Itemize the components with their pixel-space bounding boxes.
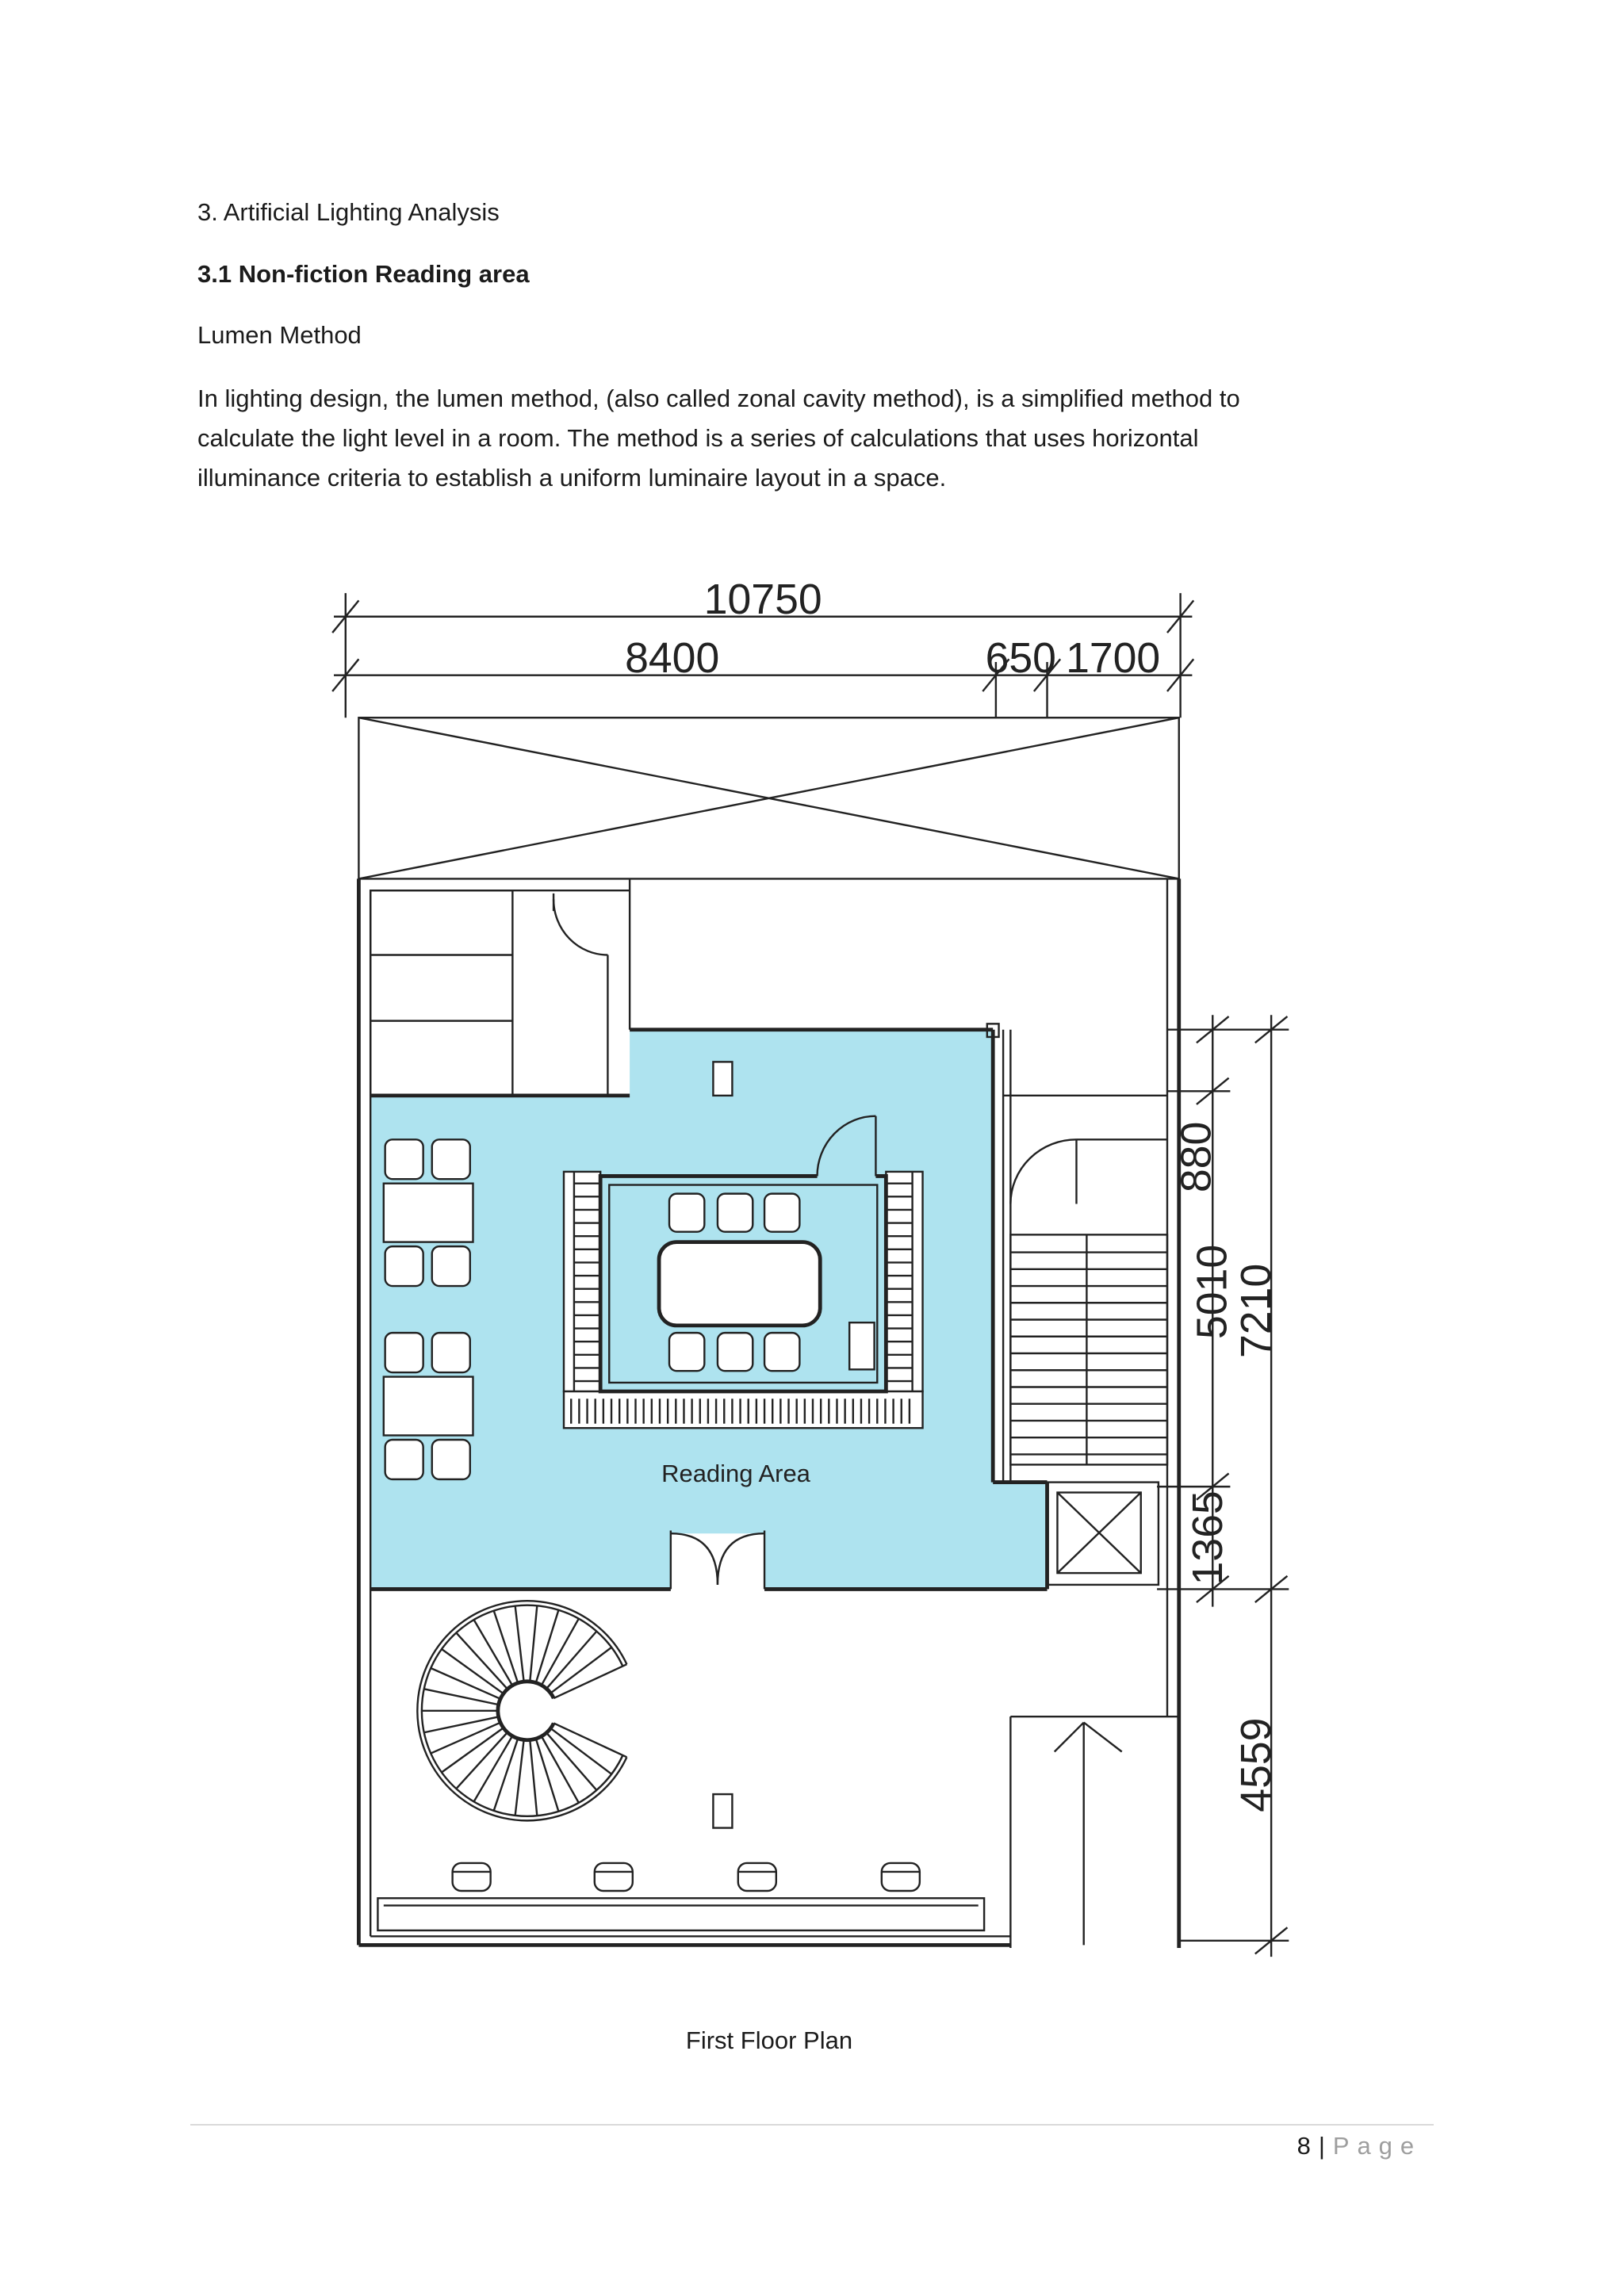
chair <box>432 1139 470 1179</box>
stool <box>595 1863 633 1891</box>
spiral-stair-tread <box>546 1632 596 1689</box>
reading-area-label: Reading Area <box>661 1460 810 1487</box>
first-floor-plan-drawing <box>315 557 1311 1977</box>
chair <box>385 1333 423 1372</box>
page-number: 8 <box>1297 2132 1311 2160</box>
dimension-label: 5010 <box>1189 1244 1236 1339</box>
counter-area <box>377 1863 984 1931</box>
reading-table <box>384 1377 473 1436</box>
spiral-staircase <box>417 1601 626 1820</box>
dimension-label: 7210 <box>1233 1263 1281 1358</box>
stairwell <box>1003 1030 1167 1483</box>
chair <box>718 1333 753 1371</box>
bench <box>564 1172 600 1391</box>
chair <box>764 1194 799 1232</box>
door-swing <box>671 1533 718 1585</box>
spiral-stair-tread <box>546 1733 596 1790</box>
dimension-label: 10750 <box>703 576 822 624</box>
dimension-label: 1700 <box>1066 634 1161 682</box>
stair-block <box>370 890 512 1096</box>
spiral-stair-tread <box>536 1610 559 1683</box>
stool <box>453 1863 491 1891</box>
method-title: Lumen Method <box>197 321 362 349</box>
spiral-treads <box>422 1605 611 1816</box>
stair-steps <box>1010 1253 1167 1455</box>
spiral-core <box>498 1682 553 1740</box>
reading-table <box>384 1184 473 1242</box>
stool <box>882 1863 920 1891</box>
spiral-stair-tread <box>530 1605 537 1682</box>
chair <box>432 1440 470 1479</box>
ramp-arrow <box>1084 1723 1122 1752</box>
page-label: Page <box>1332 2132 1422 2160</box>
page-footer <box>1297 2130 1422 2162</box>
figure-caption: First Floor Plan <box>685 2026 853 2054</box>
footer-separator: | <box>1318 2132 1325 2160</box>
counter <box>377 1898 984 1931</box>
spiral-stair-tread <box>424 1716 499 1732</box>
dimension-label: 4559 <box>1233 1717 1281 1812</box>
chair <box>432 1333 470 1372</box>
chair <box>764 1333 799 1371</box>
paragraph-line: In lighting design, the lumen method, (also called zonal cavity method), is a simplified method to <box>197 385 1240 412</box>
body-paragraph <box>197 379 1240 498</box>
ramp <box>1010 1716 1178 1948</box>
dimension-label: 1365 <box>1185 1490 1232 1586</box>
subsection-heading: 3.1 Non-fiction Reading area <box>197 260 530 288</box>
footer-rule <box>190 2124 1434 2126</box>
spiral-stair-tread <box>515 1739 524 1815</box>
spiral-stair-tread <box>456 1632 508 1689</box>
chair <box>669 1194 704 1232</box>
door-swing <box>718 1533 764 1585</box>
stool <box>738 1863 776 1891</box>
side-cabinet <box>849 1322 874 1369</box>
paragraph-line: illuminance criteria to establish a uniform luminaire layout in a space. <box>197 464 947 492</box>
paragraph-line: calculate the light level in a room. The method is a series of calculations that uses horizontal <box>197 424 1199 452</box>
light-fixture <box>713 1062 732 1095</box>
spiral-stair-tread <box>494 1739 518 1811</box>
spiral-stair-tread <box>536 1739 559 1812</box>
chair <box>385 1440 423 1479</box>
spiral-stair-tread <box>515 1606 524 1682</box>
ramp-arrow <box>1055 1723 1084 1752</box>
chair <box>718 1194 753 1232</box>
spiral-stair-tread <box>494 1611 518 1683</box>
chair <box>669 1333 704 1371</box>
dimension-label: 650 <box>985 634 1056 682</box>
meeting-table <box>659 1242 820 1326</box>
lift <box>1048 1483 1159 1585</box>
spiral-edge <box>553 1723 626 1757</box>
chair <box>385 1139 423 1179</box>
spiral-stair-tread <box>530 1740 537 1816</box>
chair <box>432 1246 470 1286</box>
spiral-edge <box>553 1664 626 1698</box>
chair <box>385 1246 423 1286</box>
dimension-label: 8400 <box>625 634 720 682</box>
door-swing <box>553 899 607 955</box>
door-swing <box>1010 1139 1076 1203</box>
store-stair-block <box>370 878 630 1095</box>
spiral-stair-tread <box>424 1689 499 1705</box>
section-heading: 3. Artificial Lighting Analysis <box>197 198 500 226</box>
dimension-label: 880 <box>1173 1121 1220 1193</box>
light-fixture <box>713 1794 732 1827</box>
bench <box>886 1172 922 1391</box>
spiral-stair-tread <box>456 1732 508 1789</box>
